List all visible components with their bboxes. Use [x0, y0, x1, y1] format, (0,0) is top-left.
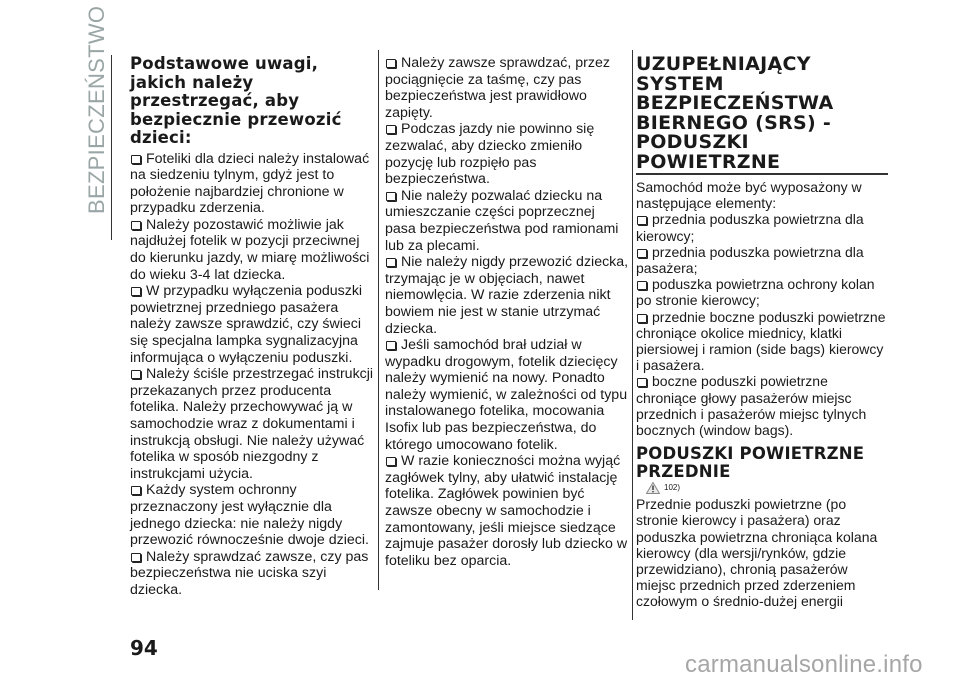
bullet-box-icon — [637, 216, 647, 225]
bullet-text: Należy sprawdzać zawsze, czy pas bezpieczeństwa nie uciska szyi dziecka. — [130, 548, 369, 598]
column-divider — [632, 50, 633, 620]
page-number: 94 — [130, 636, 158, 660]
bullet-item — [636, 211, 888, 243]
bullet-box-icon — [131, 221, 141, 230]
bullet-item — [636, 276, 888, 308]
side-divider — [111, 55, 112, 240]
section-name: BEZPIECZEŃSTWO — [84, 5, 109, 214]
srs-section-title: UZUPEŁNIAJĄCY SYSTEM BEZPIECZEŃSTWA BIERNEGO (SRS) - PODUSZKI POWIETRZNE — [636, 55, 888, 175]
bullet-box-icon — [131, 287, 141, 296]
bullet-text: Nie należy nigdy przewozić dziecka, trzymając je w objęciach, nawet niemowlęcia. W razie zderzenia nikt bowiem nie jest w stanie utrzymać dziecka. — [385, 254, 629, 337]
bullet-box-icon — [637, 249, 647, 258]
bullet-text: Każdy system ochronny przeznaczony jest wyłącznie dla jednego dziecka: nie należy nigdy przewozić równocześnie dwoje dzieci. — [130, 482, 369, 549]
bullet-item — [385, 188, 629, 254]
bullet-item — [130, 217, 376, 283]
bullet-box-icon — [131, 553, 141, 562]
bullet-item — [636, 244, 888, 276]
bullet-item — [385, 55, 629, 121]
bullet-box-icon — [131, 370, 141, 379]
column-3 — [636, 55, 888, 610]
airbag-list — [636, 211, 888, 438]
bullet-text: Należy pozostawić możliwie jak najdłużej fotelik w pozycji przeciwnej do kierunku jazdy, w miarę możliwości do wieku 3-4 lat dziecka. — [130, 216, 370, 283]
bullet-box-icon — [637, 378, 647, 387]
bullet-item — [636, 309, 888, 374]
child-safety-list — [130, 151, 376, 599]
bullet-item — [130, 366, 376, 482]
bullet-text: Nie należy pozwalać dziecku na umieszczanie części poprzecznej pasa bezpieczeństwa pod ramionami lub za plecami. — [385, 187, 619, 254]
bullet-box-icon — [386, 125, 396, 134]
bullet-box-icon — [131, 155, 141, 164]
bullet-box-icon — [386, 258, 396, 267]
bullet-text: boczne poduszki powietrzne chroniące głowy pasażerów miejsc przednich i pasażerów miejsc tylnych bocznych (window bags). — [636, 373, 867, 439]
child-safety-list-continued — [385, 55, 629, 569]
bullet-text: Jeśli samochód brał udział w wypadku drogowym, fotelik dziecięcy należy wymienić na nowy. Ponadto należy wymienić, w zależności od typu instalowanego fotelika, mocowania Isofix lub pas bezpieczeństwa, do którego umocowano fotelik. — [385, 337, 628, 453]
srs-intro: Samochód może być wyposażony w następujące elementy: — [636, 179, 862, 212]
column-1 — [130, 55, 376, 599]
bullet-box-icon — [637, 281, 647, 290]
bullet-item — [130, 482, 376, 548]
section-side-label — [84, 5, 110, 214]
bullet-text: poduszka powietrzna ochrony kolan po stronie kierowcy; — [636, 276, 875, 309]
bullet-text: przednia poduszka powietrzna dla kierowcy; — [636, 211, 864, 244]
bullet-item — [130, 151, 376, 217]
bullet-box-icon — [386, 59, 396, 68]
bullet-text: Należy zawsze sprawdzać, przez pociągnięcie za taśmę, czy pas bezpieczeństwa jest prawidłowo zapięty. — [385, 55, 610, 121]
bullet-text: W przypadku wyłączenia poduszki powietrznej przedniego pasażera należy zawsze sprawdzić, czy świeci się specjalna lampka sygnalizacyjna informująca o wyłączeniu poduszki. — [130, 283, 363, 366]
front-airbags-heading: PODUSZKI POWIETRZNE PRZEDNIE — [636, 444, 865, 482]
warning-reference — [646, 482, 888, 494]
bullet-box-icon — [637, 314, 647, 323]
column-2 — [385, 55, 629, 569]
bullet-text: Podczas jazdy nie powinno się zezwalać, aby dziecko zmieniło pozycję lub rozpięło pas bezpieczeństwa. — [385, 121, 595, 188]
bullet-text: Należy ściśle przestrzegać instrukcji przekazanych przez producenta fotelika. Należy przechowywać ją w samochodzie wraz z dokumentami i instrukcją obsługi. Nie należy używać fotelika w sposób niezgodny z instrukcjami użycia. — [130, 366, 374, 482]
bullet-box-icon — [386, 341, 396, 350]
bullet-item — [385, 254, 629, 337]
column-divider — [378, 50, 379, 590]
watermark: carmanualsonline.info — [685, 651, 923, 678]
bullet-item — [385, 337, 629, 453]
bullet-text: Foteliki dla dzieci należy instalować na siedzeniu tylnym, gdyż jest to położenie najbardziej chronione w przypadku zderzenia. — [130, 150, 370, 217]
bullet-item — [385, 121, 629, 187]
bullet-item — [636, 373, 888, 438]
bullet-box-icon — [386, 457, 396, 466]
bullet-item — [130, 549, 376, 599]
warning-triangle-icon — [646, 482, 660, 494]
child-safety-heading: Podstawowe uwagi, jakich należy przestrzegać, aby bezpiecznie przewozić dzieci: — [130, 54, 342, 147]
bullet-box-icon — [131, 486, 141, 495]
bullet-item — [130, 283, 376, 366]
bullet-text: przednia poduszka powietrzna dla pasażera; — [636, 243, 864, 277]
bullet-item — [385, 453, 629, 569]
bullet-text: przednie boczne poduszki powietrzne chroniące okolice miednicy, klatki piersiowej i ramion (side bags) kierowcy i pasażera. — [636, 308, 886, 374]
bullet-box-icon — [386, 192, 396, 201]
bullet-text: W razie konieczności można wyjąć zagłówek tylny, aby ułatwić instalację fotelika. Zagłówek powinien być zawsze obecny w samochodzie i zamontowany, jeśli miejsce siedzące zajmuje pasażer dorosły lub dziecko w foteliku bez oparcia. — [385, 453, 628, 569]
warning-note-number: 102) — [664, 483, 681, 493]
front-airbags-body: Przednie poduszki powietrzne (po stronie kierowcy i pasażera) oraz poduszka powietrzna chroniąca kolana kierowcy (dla wersji/rynków, gdzie przewidziano), chronią pasażerów miejsc przednich przed zderzeniem czołowym o średnio-dużej energii — [636, 496, 878, 610]
